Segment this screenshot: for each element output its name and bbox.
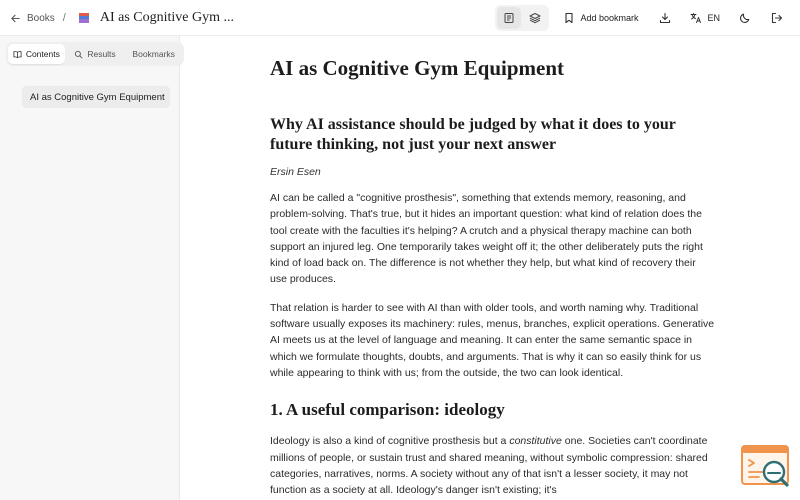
tab-results[interactable]: [67, 44, 124, 64]
back-label: Books: [27, 12, 55, 24]
theme-toggle-button[interactable]: [732, 5, 758, 31]
bookmark-icon: [563, 12, 575, 24]
back-to-books-link[interactable]: [10, 13, 55, 24]
logout-button[interactable]: [764, 5, 790, 31]
search-icon: [74, 50, 83, 59]
sidebar: [0, 36, 180, 500]
book-title: AI as Cognitive Gym ...: [99, 10, 235, 25]
book-open-icon: [13, 50, 22, 59]
tab-contents[interactable]: [8, 44, 65, 64]
tab-bookmarks[interactable]: [125, 44, 182, 64]
section-para-text: Ideology is also a kind of cognitive prosthesis but a: [270, 435, 510, 448]
section-para-emphasis: constitutive: [509, 435, 562, 448]
tab-results-label: Results: [87, 49, 116, 59]
breadcrumb: [10, 0, 234, 36]
article-paragraph: [270, 433, 715, 498]
article-subtitle: Why AI assistance should be judged by what it does to your future thinking, not just your next answer: [270, 116, 676, 153]
section-para-text: one. Societies can't coordinate millions of people, or sustain trust and shared meaning, without symbolic compression: shared categories, narratives, norms. A society without any of that isn't a lesser society, it may not function as a society at all. Ideology's danger isn't existing; it's: [270, 435, 708, 497]
document-icon: [503, 12, 515, 24]
article-paragraph: AI can be called a "cognitive prosthesis", something that extends memory, reasoning, and problem-solving. That's true, but it hides an important question: what kind of relation does the tool create with the faculties it's helping? A crutch and a physical therapy machine can both support an injured leg. One temporarily takes weight off it; the other deliberately puts the right kind of load back on. The difference is not whether they help, but what kind of recovery their use produces.: [270, 192, 703, 286]
article-title: AI as Cognitive Gym Equipment: [270, 56, 565, 80]
download-button[interactable]: [652, 5, 678, 31]
layers-view-button[interactable]: [523, 7, 547, 29]
top-bar: [0, 0, 800, 36]
toolbar: [495, 0, 790, 36]
toc-item-ai-as-cognitive-gym-equipment[interactable]: AI as Cognitive Gym Equipment: [22, 86, 170, 108]
translate-icon: [690, 12, 702, 24]
breadcrumb-separator: /: [62, 12, 66, 24]
tab-contents-label: Contents: [25, 49, 60, 59]
section-heading: 1. A useful comparison: ideology: [270, 400, 505, 420]
search-widget-icon: [741, 444, 791, 490]
reader-view-button[interactable]: [497, 7, 521, 29]
view-toggle-group: [495, 5, 549, 31]
article-paragraph: That relation is harder to see with AI than with older tools, and worth naming why. Traditional software usually exposes its machinery: rules, menus, branches, explicit operations. Generative AI meets us at the level of language and meaning. It can enter the same semantic space in which we formulate thoughts, doubts, and arguments. That is why it can so easily think for us while appearing to think with us; from the outside, the two can look identical.: [270, 301, 715, 379]
reader-pane: [181, 37, 800, 500]
tab-bookmarks-label: Bookmarks: [132, 49, 175, 59]
floating-search-widget[interactable]: [741, 444, 791, 490]
add-bookmark-label: Add bookmark: [580, 13, 639, 23]
article-author: Ersin Esen: [270, 166, 321, 178]
layers-icon: [529, 12, 541, 24]
book-cover-icon: [78, 12, 90, 24]
add-bookmark-button[interactable]: [555, 5, 646, 31]
download-icon: [659, 12, 671, 24]
moon-icon: [739, 12, 751, 24]
sidebar-tabs: [6, 42, 184, 66]
language-label: EN: [707, 13, 720, 23]
arrow-left-icon: [10, 13, 21, 24]
logout-icon: [771, 12, 783, 24]
language-button[interactable]: [684, 5, 726, 31]
article: [270, 55, 715, 498]
